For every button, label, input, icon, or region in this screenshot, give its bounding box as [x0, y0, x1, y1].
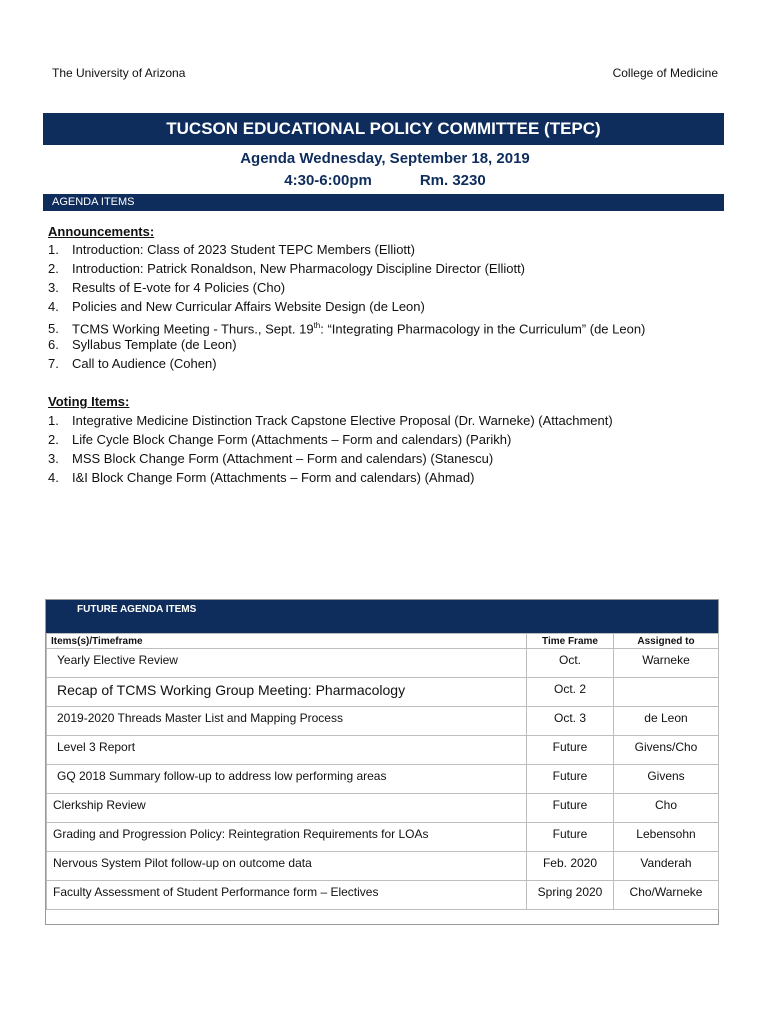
agenda-date: Agenda Wednesday, September 18, 2019	[240, 150, 530, 167]
agenda-items-label: AGENDA ITEMS	[52, 196, 135, 208]
column-header-assigned: Assigned to	[614, 634, 719, 649]
agenda-time: 4:30-6:00pm	[284, 172, 372, 189]
agenda-room: Rm. 3230	[419, 172, 486, 189]
column-header-items: Items(s)/Timeframe	[47, 634, 527, 649]
table-row: Level 3 Report Future Givens/Cho	[47, 736, 719, 765]
voting-list	[48, 411, 613, 487]
future-agenda-heading: FUTURE AGENDA ITEMS	[77, 604, 197, 615]
committee-title-bar	[43, 113, 724, 145]
announcements-heading: Announcements:	[48, 224, 155, 239]
list-item: 6. Syllabus Template (de Leon)	[48, 337, 237, 352]
agenda-time-room	[0, 172, 770, 189]
announcements-list	[48, 240, 645, 373]
future-agenda-header	[46, 600, 718, 633]
university-name: The University of Arizona	[52, 66, 186, 80]
list-item: 2. Life Cycle Block Change Form (Attachments – Form and calendars) (Parikh)	[48, 432, 512, 447]
list-item: 1. Integrative Medicine Distinction Track Capstone Elective Proposal (Dr. Warneke) (Attachment)	[48, 413, 613, 428]
table-row: GQ 2018 Summary follow-up to address low performing areas Future Givens	[47, 765, 719, 794]
list-item: 7. Call to Audience (Cohen)	[48, 356, 217, 371]
list-item: 3. Results of E-vote for 4 Policies (Cho)	[48, 280, 286, 295]
table-row: 2019-2020 Threads Master List and Mapping Process Oct. 3 de Leon	[47, 707, 719, 736]
future-agenda-table	[46, 633, 719, 910]
agenda-items-bar	[43, 194, 724, 211]
table-row: Yearly Elective Review Oct. Warneke	[47, 649, 719, 678]
table-row: Nervous System Pilot follow-up on outcome data Feb. 2020 Vanderah	[47, 852, 719, 881]
column-header-time-frame: Time Frame	[527, 634, 614, 649]
college-name: College of Medicine	[612, 66, 718, 80]
table-row: Faculty Assessment of Student Performance form – Electives Spring 2020 Cho/Warneke	[47, 881, 719, 910]
list-item: 4. Policies and New Curricular Affairs Website Design (de Leon)	[48, 299, 425, 314]
table-row: Recap of TCMS Working Group Meeting: Pharmacology Oct. 2	[47, 678, 719, 707]
list-item: 1. Introduction: Class of 2023 Student TEPC Members (Elliott)	[48, 242, 415, 257]
table-row: Clerkship Review Future Cho	[47, 794, 719, 823]
voting-heading: Voting Items:	[48, 394, 130, 409]
list-item: 4. I&I Block Change Form (Attachments – Form and calendars) (Ahmad)	[48, 470, 475, 485]
table-header-row	[47, 634, 719, 649]
committee-title: TUCSON EDUCATIONAL POLICY COMMITTEE (TEPC)	[166, 119, 601, 138]
table-row: Grading and Progression Policy: Reintegration Requirements for LOAs Future Lebensohn	[47, 823, 719, 852]
list-item: 5. TCMS Working Meeting - Thurs., Sept. 19th: “Integrating Pharmacology in the Curriculum” (de Leon)	[48, 321, 646, 337]
list-item: 3. MSS Block Change Form (Attachment – Form and calendars) (Stanescu)	[48, 451, 494, 466]
list-item: 2. Introduction: Patrick Ronaldson, New Pharmacology Discipline Director (Elliott)	[48, 261, 526, 276]
